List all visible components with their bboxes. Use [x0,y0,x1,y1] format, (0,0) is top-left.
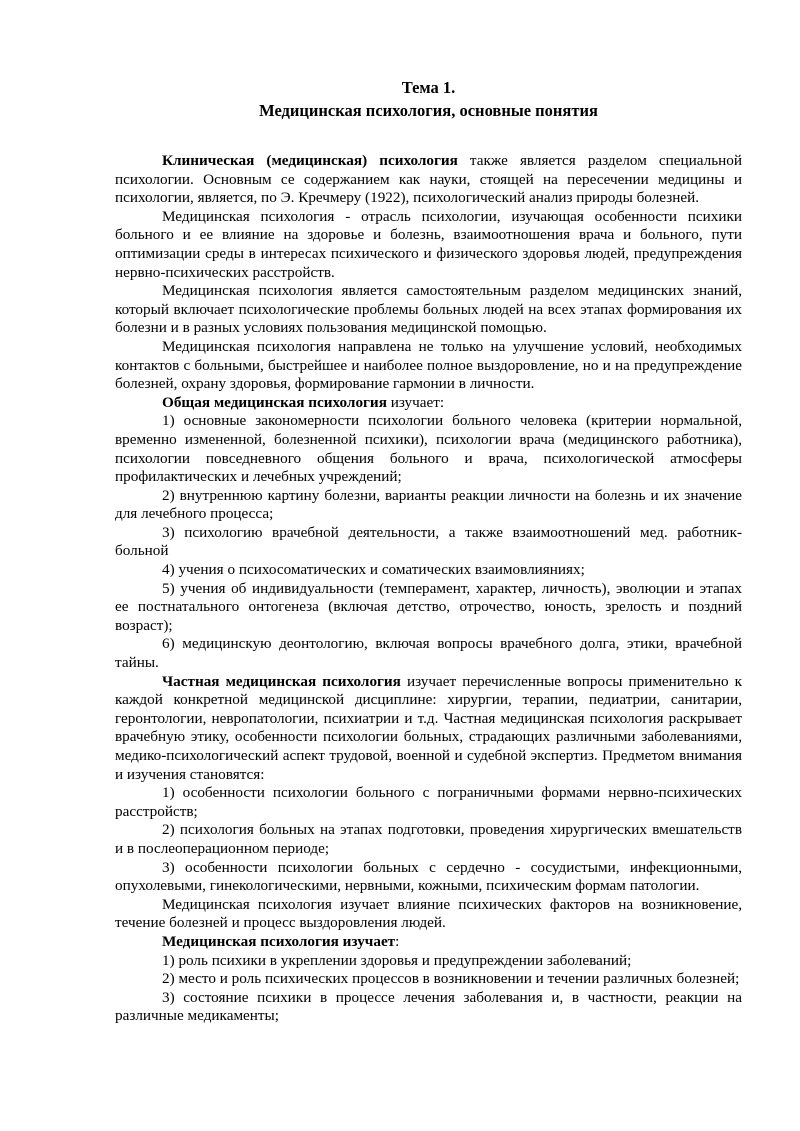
paragraph-text: 1) основные закономерности психологии больного человека (критерии нормальной, временно измененной, болезненной психики), психологии врача (медицинского работника), психологии повседневного общения больного и врача, психологической атмосферы профилактических и лечебных учреждений; [115,412,742,486]
paragraph [115,970,742,989]
paragraph-bold-term: Частная медицинская психология [162,672,401,690]
paragraph [115,952,742,971]
paragraph-text: : [395,932,400,950]
paragraph-text: 6) медицинскую деонтологию, включая вопросы врачебного долга, этики, врачебной тайны. [115,635,742,672]
paragraph [115,394,742,413]
paragraph [115,282,742,338]
page-title: Медицинская психология, основные понятия [259,101,598,120]
paragraph [115,338,742,394]
paragraph [115,152,742,208]
paragraph [115,412,742,486]
paragraph [115,208,742,282]
document-page [115,76,742,1026]
paragraph-text: 3) состояние психики в процессе лечения заболевания и, в частности, реакции на различные медикаменты; [115,988,742,1025]
paragraph [115,635,742,672]
paragraph [115,580,742,636]
paragraph [115,859,742,896]
document-body [115,152,742,1026]
paragraph-text: Медицинская психология изучает влияние психических факторов на возникновение, течение болезней и процесс выздоровления людей. [115,895,742,932]
paragraph-text: 2) психология больных на этапах подготовки, проведения хирургических вмешательств и в послеоперационном периоде; [115,821,742,857]
paragraph [115,821,742,858]
paragraph-text: Медицинская психология направлена не только на улучшение условий, необходимых контактов с больными, быстрейшее и наиболее полное выздоровление, но и на предупреждение болезней, охрану здоровья, формирование гармонии в личности. [115,337,742,393]
paragraph [115,524,742,561]
paragraph-text: 2) внутреннюю картину болезни, варианты реакции личности на болезнь и их значение для лечебного процесса; [115,486,742,523]
paragraph-text: также является разделом специальной психологии. Основным се содержанием как науки, стоящей на пересечении медицины и психологии, является, по Э. Кречмеру (1922), психологический анализ природы болезней. [115,152,742,207]
paragraph-text: 3) психологию врачебной деятельности, а также взаимоотношений мед. работник-больной [115,523,742,560]
paragraph-bold-term: Клиническая (медицинская) психология [162,152,458,169]
paragraph [115,784,742,821]
paragraph [115,989,742,1026]
paragraph [115,896,742,933]
paragraph [115,673,742,785]
paragraph-bold-term: Медицинская психология изучает [162,932,396,950]
paragraph-text: Медицинская психология является самостоятельным разделом медицинских знаний, который включает психологические проблемы больных людей на всех этапах формирования их болезни и в разных условиях пользования медицинской помощью. [115,282,742,337]
paragraph-text: 1) роль психики в укреплении здоровья и предупреждении заболеваний; [162,951,632,969]
paragraph-text: 2) место и роль психических процессов в возникновении и течении различных болезней; [162,970,740,988]
paragraph-text: изучает: [386,393,445,411]
paragraph [115,487,742,524]
paragraph-text: 5) учения об индивидуальности (темперамент, характер, личность), эволюции и этапах ее постнатального онтогенеза (включая детство, отрочество, юность, зрелость и поздний возраст); [115,579,742,634]
paragraph-text: 4) учения о психосоматических и соматических взаимовлияниях; [162,561,585,579]
paragraph-text: Медицинская психология - отрасль психологии, изучающая особенности психики больного и ее влияние на здоровье и болезнь, взаимоотношения врача и больного, пути оптимизации среды в интересах психического и физического здоровья людей, предупреждения нервно-психических расстройств. [115,207,742,281]
paragraph [115,933,742,952]
paragraph-text: 1) особенности психологии больного с пограничными формами нервно-психических расстройств; [115,784,742,820]
paragraph-text: изучает перечисленные вопросы применительно к каждой конкретной медицинской дисциплине: хирургии, терапии, педиатрии, санитарии, геронтологии, невропатологии, психиатрии и т.д. Частная медицинская психология раскрывает врачебную этику, особенности психологии больных, страдающих различными заболеваниями, медико-психологический аспект трудовой, военной и судебной экспертиз. Предметом внимания и изучения становятся: [115,672,742,783]
paragraph-text: 3) особенности психологии больных с сердечно - сосудистыми, инфекционными, опухолевыми, гинекологическими, нервными, кожными, психическим формам патологии. [115,858,742,895]
topic-number: Тема 1. [401,78,456,97]
paragraph-bold-term: Общая медицинская психология [162,393,387,411]
paragraph [115,561,742,580]
